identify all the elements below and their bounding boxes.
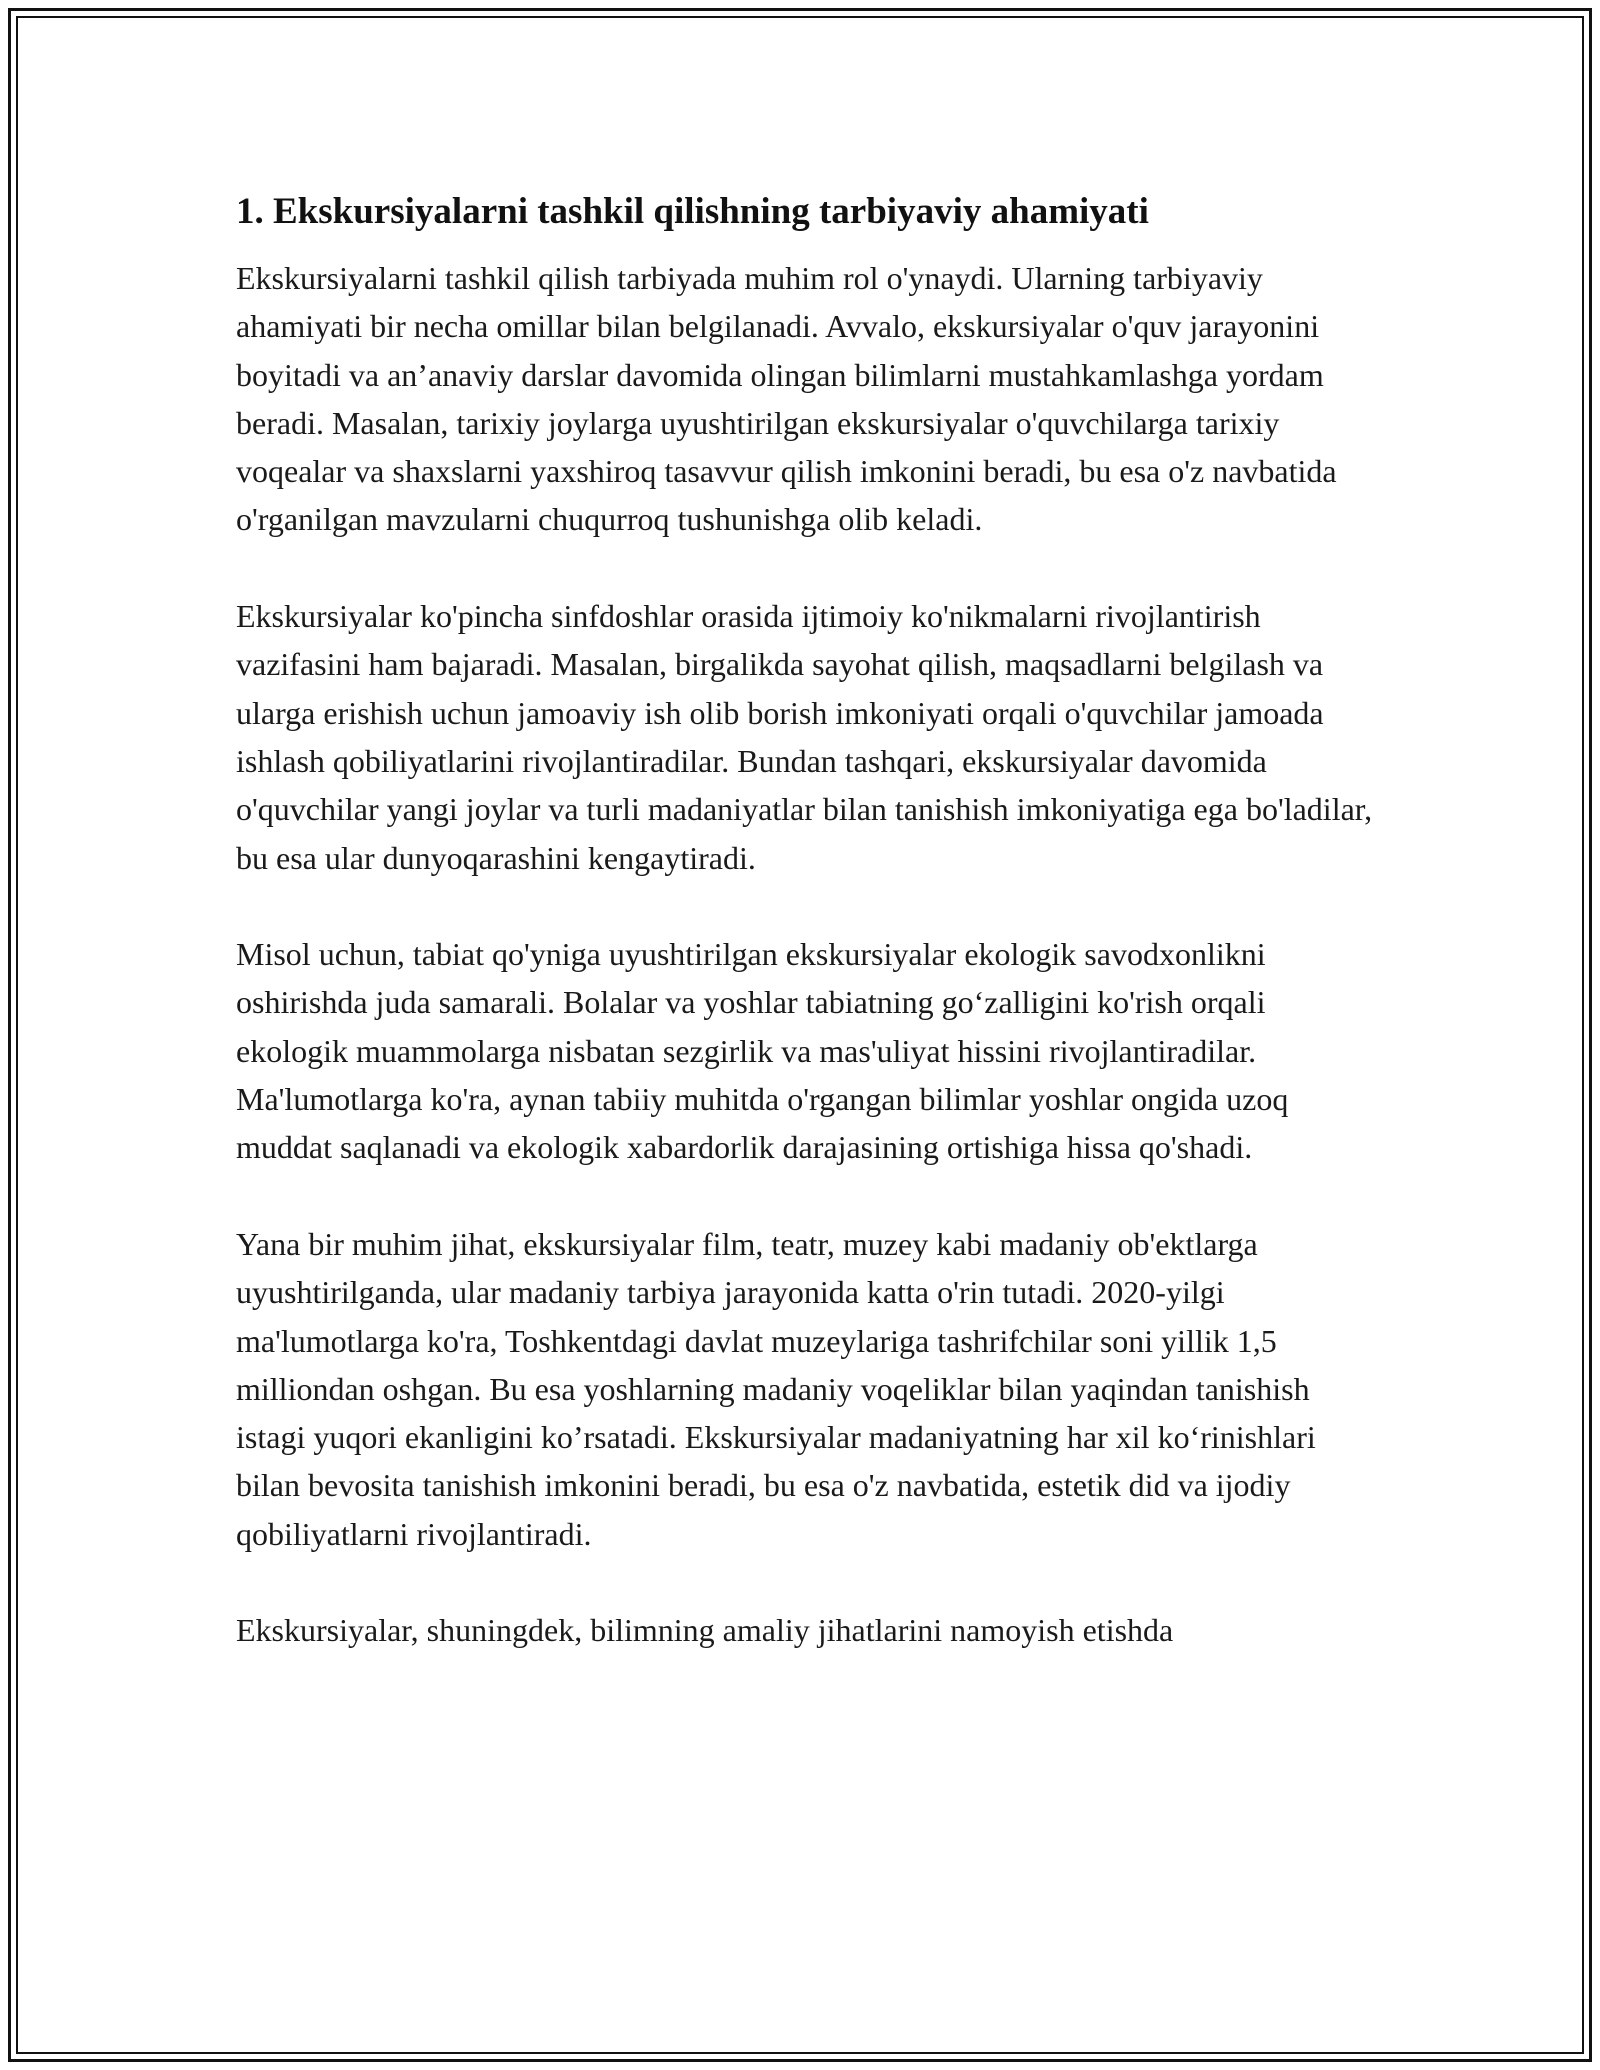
document-body xyxy=(236,188,1376,1655)
paragraph-3: Misol uchun, tabiat qo'yniga uyushtirilgan ekskursiyalar ekologik savodxonlikni oshirishda juda samarali. Bolalar va yoshlar tabiatning go‘zalligini ko'rish orqali ekologik muammolarga nisbatan sezgirlik va mas'uliyat hissini rivojlantiradilar. Ma'lumotlarga ko'ra, aynan tabiiy muhitda o'rgangan bilimlar yoshlar ongida uzoq muddat saqlanadi va ekologik xabardorlik darajasining ortishiga hissa qo'shadi. xyxy=(236,936,1289,1166)
paragraph-1: Ekskursiyalarni tashkil qilish tarbiyada muhim rol o'ynaydi. Ularning tarbiyaviy ahamiyati bir necha omillar bilan belgilanadi. Avvalo, ekskursiyalar o'quv jarayonini boyitadi va an’anaviy darslar davomida olingan bilimlarni mustahkamlashga yordam beradi. Masalan, tarixiy joylarga uyushtirilgan ekskursiyalar o'quvchilarga tarixiy voqealar va shaxslarni yaxshiroq tasavvur qilish imkonini beradi, bu esa o'z navbatida o'rganilgan mavzularni chuqurroq tushunishga olib keladi. xyxy=(236,260,1337,538)
section-heading: 1. Ekskursiyalarni tashkil qilishning tarbiyaviy ahamiyati xyxy=(236,191,1149,232)
paragraph-5: Ekskursiyalar, shuningdek, bilimning amaliy jihatlarini namoyish etishda xyxy=(236,1612,1174,1649)
paragraph-4: Yana bir muhim jihat, ekskursiyalar film, teatr, muzey kabi madaniy ob'ektlarga uyushtirilganda, ular madaniy tarbiya jarayonida katta o'rin tutadi. 2020-yilgi ma'lumotlarga ko'ra, Toshkentdagi davlat muzeylariga tashrifchilar soni yillik 1,5 milliondan oshgan. Bu esa yoshlarning madaniy voqeliklar bilan yaqindan tanishish istagi yuqori ekanligini ko’rsatadi. Ekskursiyalar madaniyatning har xil ko‘rinishlari bilan bevosita tanishish imkonini beradi, bu esa o'z navbatida, estetik did va ijodiy qobiliyatlarni rivojlantiradi. xyxy=(236,1225,1316,1552)
paragraph-2: Ekskursiyalar ko'pincha sinfdoshlar orasida ijtimoiy ko'nikmalarni rivojlantirish vazifasini ham bajaradi. Masalan, birgalikda sayohat qilish, maqsadlarni belgilash va ularga erishish uchun jamoaviy ish olib borish imkoniyati orqali o'quvchilar jamoada ishlash qobiliyatlarini rivojlantiradilar. Bundan tashqari, ekskursiyalar davomida o'quvchilar yangi joylar va turli madaniyatlar bilan tanishish imkoniyatiga ega bo'ladilar, bu esa ular dunyoqarashini kengaytiradi. xyxy=(236,598,1373,876)
